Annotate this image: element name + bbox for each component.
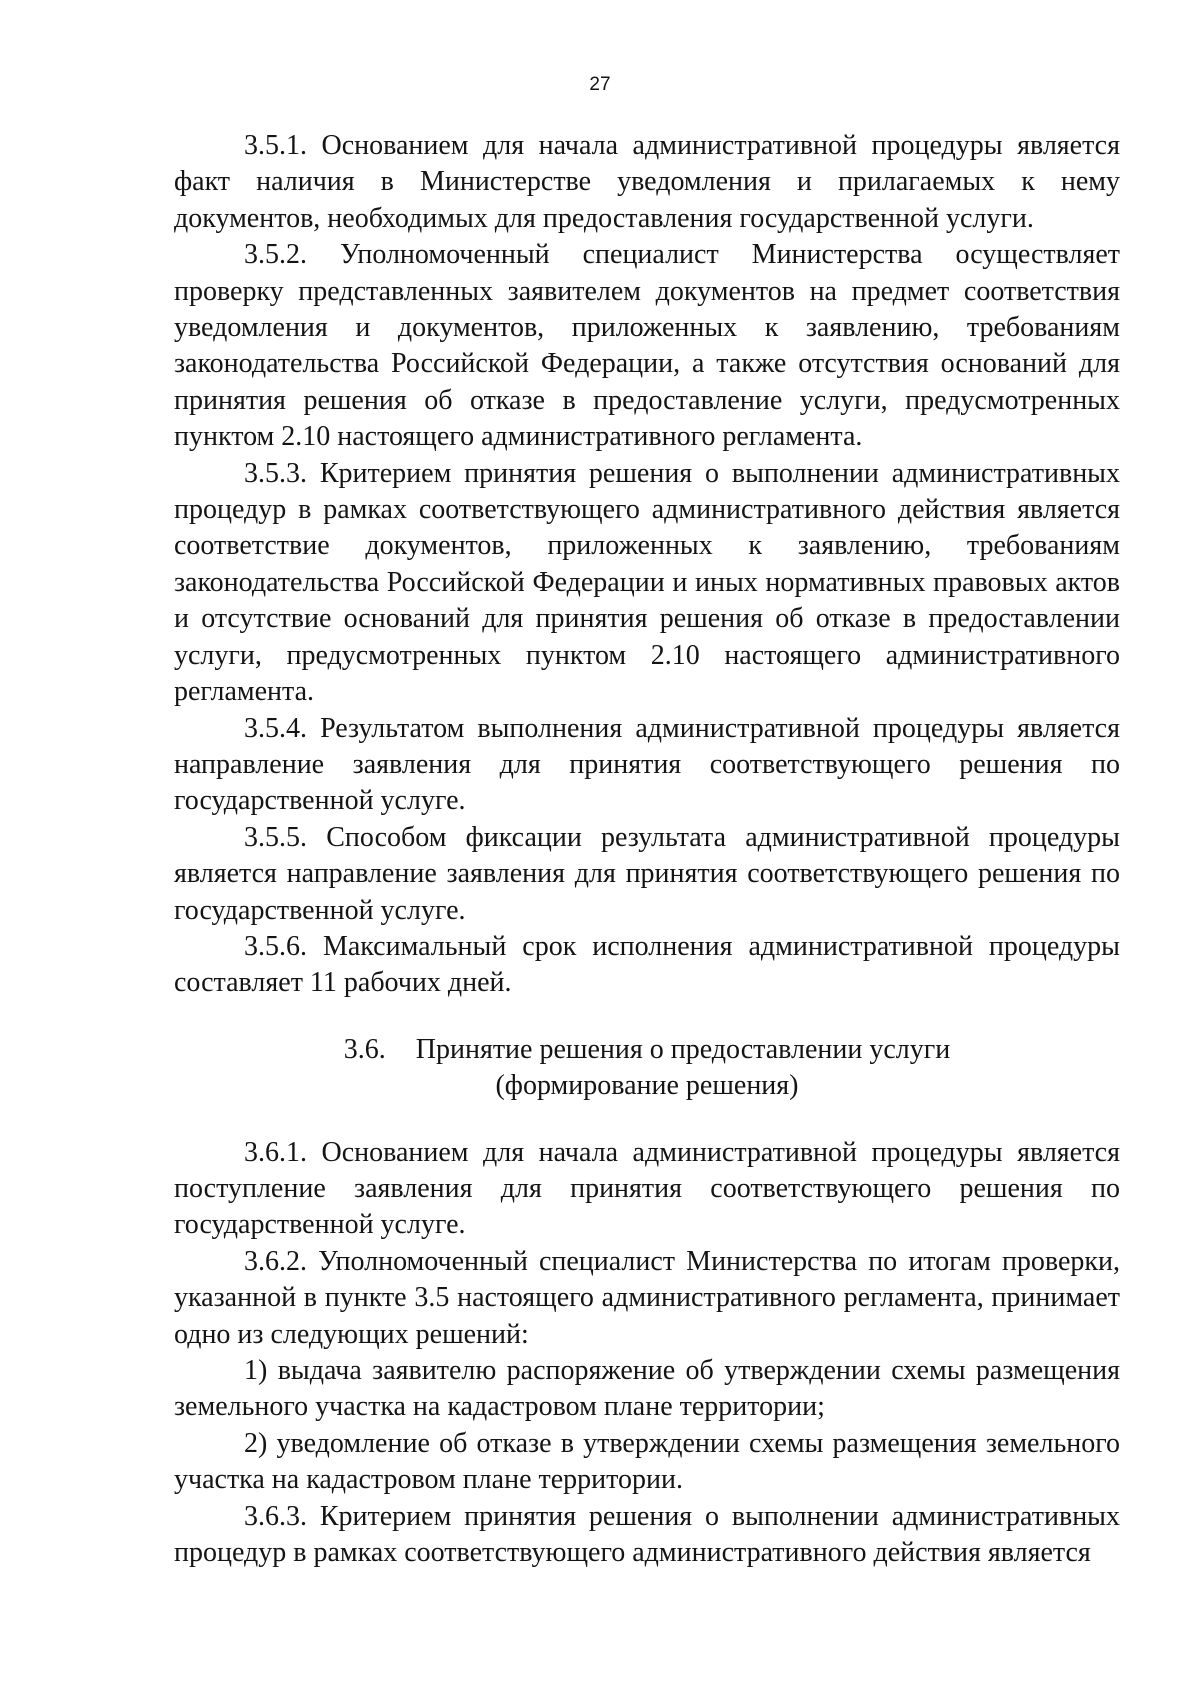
- paragraph-3-5-4: 3.5.4. Результатом выполнения административной процедуры является направление заявления для принятия соответствующего решения по государственной услуге.: [174, 712, 1120, 817]
- paragraph-3-6-1: 3.6.1. Основанием для начала административной процедуры является поступление заявления для принятия соответствующего решения по государственной услуге.: [174, 1136, 1120, 1241]
- document-body: [174, 128, 1120, 1571]
- paragraph-3-5-1: 3.5.1. Основанием для начала административной процедуры является факт наличия в Министерстве уведомления и прилагаемых к нему документов, необходимых для предоставления государственной услуги.: [174, 130, 1120, 234]
- paragraph-3-6-2: 3.6.2. Уполномоченный специалист Министерства по итогам проверки, указанной в пункте 3.5 настоящего административного регламента, принимает одно из следующих решений:: [174, 1245, 1120, 1350]
- section-heading-subtitle: (формирование решения): [495, 1070, 799, 1102]
- paragraph-3-5-3: 3.5.3. Критерием принятия решения о выполнении административных процедур в рамках соответствующего административного действия является соответствие документов, приложенных к заявлению, требованиям законодательства Российской Федерации и иных нормативных правовых актов и отсутствие оснований для принятия решения об отказе в предоставлении услуги, предусмотренных пунктом 2.10 настоящего административного регламента.: [174, 457, 1120, 708]
- page-number: 27: [589, 74, 611, 95]
- paragraph-3-6-3: 3.6.3. Критерием принятия решения о выполнении административных процедур в рамках соответствующего административного действия является: [174, 1500, 1120, 1569]
- section-heading-line-1: [174, 1032, 1120, 1068]
- paragraph-3-5-6: 3.5.6. Максимальный срок исполнения административной процедуры составляет 11 рабочих дней.: [174, 930, 1120, 999]
- section-heading-number: 3.6.: [343, 1033, 386, 1065]
- paragraph-3-5-5: 3.5.5. Способом фиксации результата административной процедуры является направление заявления для принятия соответствующего решения по государственной услуге.: [174, 821, 1120, 926]
- list-item-decision-1: 1) выдача заявителю распоряжение об утверждении схемы размещения земельного участка на кадастровом плане территории;: [174, 1355, 1120, 1423]
- section-heading-3-6: [174, 1032, 1120, 1105]
- list-item-decision-2: 2) уведомление об отказе в утверждении схемы размещения земельного участка на кадастровом плане территории.: [174, 1427, 1120, 1496]
- paragraph-3-5-2: 3.5.2. Уполномоченный специалист Министерства осуществляет проверку представленных заявителем документов на предмет соответствия уведомления и документов, приложенных к заявлению, требованиям законодательства Российской Федерации, а также отсутствия оснований для принятия решения об отказе в предоставление услуги, предусмотренных пунктом 2.10 настоящего административного регламента.: [174, 239, 1120, 453]
- section-heading-title: Принятие решения о предоставлении услуги: [415, 1033, 951, 1065]
